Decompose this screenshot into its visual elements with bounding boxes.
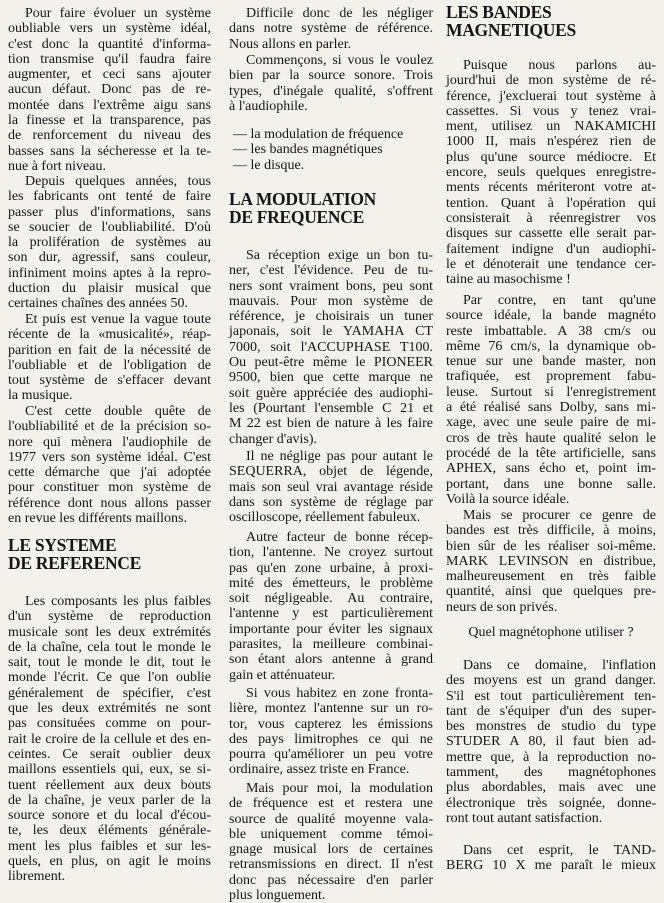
- paragraph: [446, 658, 656, 826]
- text-line: Pour faire évoluer un système: [25, 6, 211, 21]
- text-line: le et dénoterait une tendance cer-: [446, 256, 656, 272]
- text-line: musicale sont les deux extrémités: [8, 624, 211, 640]
- text-line: nue à fort niveau.: [8, 158, 106, 174]
- text-line: Si vous habitez en zone fronta-: [246, 686, 433, 701]
- text-line: 9500, bien que cette marque ne: [229, 370, 433, 386]
- text-line: a été réalisé sans Dolby, sans mi-: [446, 400, 656, 416]
- text-line: C'est cette double quête de: [25, 404, 211, 419]
- text-line: Nous allons en parler.: [229, 36, 352, 52]
- text-line: certaines chaînes des années 50.: [8, 296, 188, 312]
- text-line: Et puis est venue la vague toute: [25, 312, 211, 327]
- text-line: rait le croire de la cellule et des en-: [8, 731, 211, 747]
- text-line: maillons essentiels qui, eux, se si-: [8, 762, 211, 778]
- text-line: Par contre, en tant qu'une: [463, 293, 656, 308]
- text-line: des pays limitrophes ce qui ne: [229, 731, 433, 747]
- text-line: source idéale, la bande magnéto: [446, 308, 656, 324]
- text-line: tout système de s'effacer devant: [8, 373, 211, 389]
- text-line: LES BANDES: [446, 2, 552, 22]
- text-line: parasites, la meilleure combinai-: [229, 637, 433, 653]
- text-line: Dans ce domaine, l'inflation: [463, 658, 656, 673]
- text-line: électronique très soignée, donne-: [446, 795, 656, 811]
- bullet-list: [229, 127, 433, 173]
- subheading: [446, 625, 656, 640]
- text-line: les fabricants ont tenté de faire: [8, 189, 211, 205]
- text-line: basses sans la sécheresse et la te-: [8, 143, 211, 159]
- text-line: portant, dans une bonne salle.: [446, 476, 656, 492]
- text-line: leuse. Surtout si l'enregistrement: [446, 384, 656, 400]
- text-line: infiniment moins aptes à la repro-: [8, 265, 211, 281]
- text-line: trafiquée, est proprement fabu-: [446, 369, 656, 385]
- text-line: dans son système de réglage par: [229, 494, 433, 510]
- text-line: disques sur cassette elle serait par-: [446, 226, 656, 242]
- paragraph: [446, 58, 656, 287]
- text-line: la finesse et la transparence, pas: [8, 113, 211, 129]
- text-line: DE REFERENCE: [8, 553, 142, 573]
- text-line: tamment, des magnétophones: [446, 765, 656, 781]
- text-line: 7000, soit l'ACCUPHASE T100.: [229, 339, 433, 355]
- text-line: tion transmise qu'il faudra faire: [8, 51, 211, 67]
- text-line: LA MODULATION: [229, 189, 376, 209]
- text-line: retransmissions en direct. Il n'est: [229, 857, 433, 873]
- text-line: gain et atténuateur.: [229, 667, 336, 683]
- text-line: la prolifération de systèmes au: [8, 235, 211, 251]
- text-line: reste imbattable. A 38 cm/s ou: [446, 323, 656, 339]
- text-line: Dans cet esprit, le TAND-: [463, 843, 656, 858]
- text-line: l'oubliabilité et de la précision so-: [8, 419, 211, 435]
- text-line: généralement de spécifier, c'est: [8, 685, 211, 701]
- text-line: des moyens est un grand danger.: [446, 673, 656, 689]
- text-line: sait, tout le monde le dit, tout le: [8, 655, 211, 671]
- text-line: procédé de la tête artificielle, sans: [446, 445, 656, 461]
- paragraph: [229, 530, 433, 683]
- text-line: S'il est tout particulièrement ten-: [446, 688, 656, 704]
- text-line: Ou peut-être même le PIONEER: [229, 355, 433, 371]
- text-line: MARK LEVINSON en distribue,: [446, 553, 656, 569]
- text-line: Quel magnétophone utiliser ?: [468, 625, 634, 640]
- paragraph: [229, 686, 433, 778]
- column-1: [8, 0, 211, 885]
- text-line: ners sont vraiment bons, peu sont: [229, 278, 433, 294]
- text-line: importante pour éviter les signaux: [229, 621, 433, 637]
- text-line: oscilloscope, réellement fabuleux.: [229, 510, 421, 526]
- text-line: l'oubliable et de l'obligation de: [8, 357, 211, 373]
- paragraph: [8, 6, 211, 174]
- text-line: de fréquence est et restera une: [229, 796, 433, 812]
- text-line: Mais pour moi, la modulation: [246, 781, 433, 796]
- text-line: tor, vous capterez les émissions: [229, 716, 433, 732]
- text-line: types, d'inégale qualité, s'offrent: [229, 83, 433, 99]
- paragraph: [446, 843, 656, 874]
- text-line: plus longuement.: [229, 888, 326, 903]
- text-line: bien sûr de les réaliser soi-même.: [446, 538, 656, 554]
- text-line: SEQUERRA, objet de légende,: [229, 464, 433, 480]
- text-line: ner, c'est l'évidence. Peu de tu-: [229, 263, 433, 279]
- text-line: changer d'avis).: [229, 431, 318, 447]
- column-2: [229, 0, 433, 903]
- paragraph: [8, 174, 211, 312]
- text-line: cette démarche que j'ai adoptée: [8, 465, 211, 481]
- text-line: te, les deux éléments générale-: [8, 823, 211, 839]
- paragraph: [229, 449, 433, 525]
- text-line: neurs de son privés.: [446, 599, 558, 615]
- column-3: [446, 0, 656, 880]
- text-line: consisterait à réenregistrer vos: [446, 210, 656, 226]
- text-line: passer plus d'informations, sans: [8, 204, 211, 220]
- text-line: taine au masochisme !: [446, 272, 571, 288]
- text-line: japonais, soit le YAMAHA CT: [229, 324, 433, 340]
- text-line: source de qualité moyenne vala-: [229, 811, 433, 827]
- text-line: férence, j'excluerai tout système à: [446, 88, 656, 104]
- text-line: M 22 est bien de nature à les faire: [229, 416, 433, 432]
- text-line: ceintes. Ce serait oublier deux: [8, 746, 211, 762]
- text-line: mauvais. Pour mon système de: [229, 293, 433, 309]
- text-line: augmenter, et ceci sans ajouter: [8, 67, 211, 83]
- text-line: référence, je choisirais un tuner: [229, 309, 433, 325]
- text-line: Mais se procurer ce genre de: [463, 508, 656, 523]
- text-line: de renforcement du niveau des: [8, 128, 211, 144]
- text-line: tuent réellement aux deux bouts: [8, 777, 211, 793]
- text-line: référence dont nous allons passer: [8, 495, 211, 511]
- text-line: Difficile donc de les négliger: [246, 6, 433, 21]
- text-line: Commençons, si vous le voulez: [246, 53, 433, 68]
- text-line: dans notre système de référence.: [229, 21, 433, 37]
- text-line: tention. Quant à l'opération qui: [446, 195, 656, 211]
- text-line: Puisque nous parlons au-: [463, 58, 656, 73]
- text-line: 1977 vers son système idéal. C'est: [8, 449, 211, 465]
- text-line: parition en fait de la nécessité de: [8, 342, 211, 358]
- text-line: c'est donc la quantité d'informa-: [8, 36, 211, 52]
- text-line: nore qui mènera l'audiophile de: [8, 434, 211, 450]
- text-line: source sonore et du local d'écou-: [8, 808, 211, 824]
- text-line: tenue sur une bande master, non: [446, 354, 656, 370]
- text-line: malheureusement en très faible: [446, 569, 656, 585]
- paragraph: [8, 594, 211, 885]
- text-line: jourd'hui de mon système de ré-: [446, 73, 656, 89]
- text-line: Sa réception exige un bon tu-: [246, 248, 433, 263]
- list-item: — les bandes magnétiques: [233, 142, 383, 158]
- text-line: oubliable vers un système idéal,: [8, 21, 211, 37]
- text-line: pour constituer mon système de: [8, 480, 211, 496]
- text-line: Voilà la source idéale.: [446, 491, 570, 507]
- text-line: son étant alors antenne à grand: [229, 652, 433, 668]
- text-line: Les composants les plus faibles: [25, 594, 211, 609]
- text-line: ble uniquement comme témoi-: [229, 826, 433, 842]
- text-line: soit guère appréciée des audiophi-: [229, 385, 433, 401]
- text-line: STUDER A 80, il faut bien ad-: [446, 734, 656, 750]
- text-line: MAGNETIQUES: [446, 20, 576, 40]
- text-line: bien par la source sonore. Trois: [229, 68, 433, 84]
- text-line: pourra qu'améliorer un peu votre: [229, 747, 433, 763]
- paragraph: [8, 312, 211, 404]
- paragraph: [229, 53, 433, 114]
- text-line: en revue les différents maillons.: [8, 511, 187, 527]
- text-line: duction du plaisir musical que: [8, 281, 211, 297]
- list-item: — le disque.: [233, 157, 305, 173]
- section-heading: [446, 3, 656, 39]
- text-line: quantité, ainsi que quelques pre-: [446, 584, 656, 600]
- text-line: 1000 II, mais n'espérez rien de: [446, 134, 656, 150]
- text-line: cassettes. Si vous y tenez vrai-: [446, 103, 656, 119]
- text-line: bes monstres de studio du type: [446, 719, 656, 735]
- paragraph: [229, 6, 433, 52]
- text-line: mité des émetteurs, le problème: [229, 575, 433, 591]
- paragraph: [229, 781, 433, 903]
- text-line: Il ne néglige pas pour autant le: [246, 449, 433, 464]
- text-line: ordinaire, assez triste en France.: [229, 762, 410, 778]
- text-line: pas qu'en zone urbaine, à proxi-: [229, 560, 433, 576]
- text-line: que les deux extrémités ne sont: [8, 701, 211, 717]
- text-line: lière, montez l'antenne sur un ro-: [229, 701, 433, 717]
- text-line: ment les plus faibles et sur les-: [8, 838, 211, 854]
- text-line: DE FREQUENCE: [229, 207, 364, 227]
- paragraph: [8, 404, 211, 526]
- text-line: l'antenne y est particulièrement: [229, 606, 433, 622]
- text-line: tion, l'antenne. Ne croyez surtout: [229, 545, 433, 561]
- text-line: LE SYSTEME: [8, 535, 117, 555]
- text-line: Depuis quelques années, tous: [25, 174, 211, 189]
- text-line: gnage musical lors de certaines: [229, 842, 433, 858]
- text-line: monde l'écrit. Ce que l'on oublie: [8, 670, 211, 686]
- text-line: cros de très haute qualité selon le: [446, 430, 656, 446]
- text-line: Autre facteur de bonne récep-: [246, 530, 433, 545]
- text-line: ront tout autant satisfaction.: [446, 810, 603, 826]
- text-line: xage, avec une seule paire de mi-: [446, 415, 656, 431]
- text-line: de la chaîne, je veux parler de la: [8, 792, 211, 808]
- paragraph: [229, 248, 433, 447]
- text-line: récente de la «musicalité», réap-: [8, 327, 211, 343]
- text-line: ment, utilisez un NAKAMICHI: [446, 119, 656, 135]
- text-line: mettre que, à la reproduction no-: [446, 749, 656, 765]
- text-line: ments récents mériteront votre at-: [446, 180, 656, 196]
- list-item: — la modulation de fréquence: [233, 127, 404, 142]
- text-line: d'un système de reproduction: [8, 609, 211, 625]
- text-line: BERG 10 X me paraît le mieux: [446, 858, 656, 874]
- text-line: aucun défaut. Donc pas de re-: [8, 82, 211, 98]
- text-line: montée dans l'extrême aigu sans: [8, 97, 211, 113]
- text-line: la musique.: [8, 388, 73, 404]
- text-line: les (Pourtant l'ensemble C 21 et: [229, 400, 433, 416]
- paragraph: [446, 508, 656, 615]
- text-line: bandes est très difficile, à moins,: [446, 523, 656, 539]
- text-line: son dur, agressif, sans couleur,: [8, 250, 211, 266]
- text-line: plus qu'une source médiocre. Et: [446, 149, 656, 165]
- text-line: APHEX, sans écho et, point im-: [446, 461, 656, 477]
- text-line: mais son seul vrai avantage réside: [229, 479, 433, 495]
- section-heading: [229, 190, 433, 226]
- text-line: plus abordables, mais avec une: [446, 780, 656, 796]
- text-line: soit négligeable. Au contraire,: [229, 591, 433, 607]
- text-line: se soucier de l'oubliabilité. D'où: [8, 219, 211, 235]
- text-line: même 76 cm/s, la dynamique ob-: [446, 338, 656, 354]
- text-line: donc pas nécessaire d'en parler: [229, 872, 433, 888]
- text-line: à l'audiophile.: [229, 98, 308, 114]
- paragraph: [446, 293, 656, 507]
- section-heading: [8, 536, 211, 572]
- text-line: encore, seuls quelques enregistre-: [446, 165, 656, 181]
- text-line: de la chaîne, cela tout le monde le: [8, 639, 211, 655]
- text-line: faitement indigne d'un audiophi-: [446, 241, 656, 257]
- text-line: quels, en plus, on agit le moins: [8, 854, 211, 870]
- text-line: tant de s'équiper d'un des super-: [446, 703, 656, 719]
- text-line: pas consituées comme on pour-: [8, 716, 211, 732]
- text-line: librement.: [8, 869, 66, 885]
